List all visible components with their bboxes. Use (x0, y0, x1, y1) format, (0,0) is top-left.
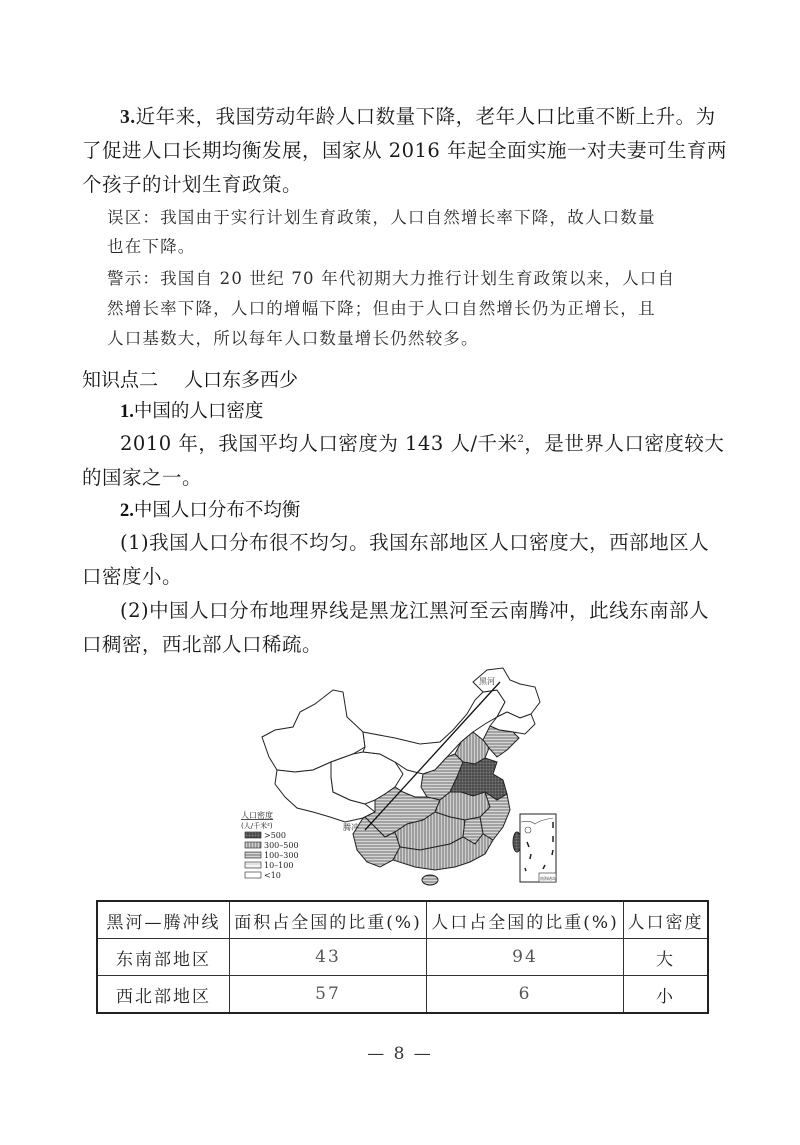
legend-swatch-horizontal (245, 852, 261, 858)
legend-label-1: >500 (264, 831, 286, 840)
knowledge-point-label: 知识点二 (82, 369, 159, 391)
table-header-cell: 黑河—腾冲线 (97, 901, 230, 939)
legend-label-3: 100–300 (264, 851, 299, 860)
sub1-heading (120, 400, 263, 424)
map-svg (235, 662, 565, 887)
inset-label: 南海诸岛 (540, 876, 556, 881)
table-cell: 东南部地区 (97, 939, 230, 976)
sub1-line-2: 的国家之一。 (82, 466, 203, 489)
table-cell: 57 (230, 976, 427, 1014)
table-header-cell: 人口密度 (624, 901, 709, 939)
legend-swatch-dense (245, 832, 261, 838)
label-tengchong: 腾冲 (343, 823, 359, 832)
section3-line-3: 个孩子的计划生育政策。 (82, 173, 303, 196)
table-cell: 大 (624, 939, 709, 976)
sub1-text-a: 2010 年，我国平均人口密度为 143 人/千米 (120, 432, 518, 455)
legend-swatch-blank (245, 872, 261, 878)
sub2-heading (120, 499, 300, 523)
legend-swatch-light (245, 862, 261, 868)
table-cell: 小 (624, 976, 709, 1014)
page-number: — 8 — (367, 1044, 433, 1064)
legend-label-2: 300–500 (264, 841, 299, 850)
misconception-line-1: 误区：我国由于实行计划生育政策，人口自然增长率下降，故人口数量 (107, 208, 656, 227)
region-hainan (422, 875, 438, 885)
map-legend (241, 810, 299, 880)
legend-swatch-vertical (245, 842, 261, 848)
knowledge-point-title: 人口东多西少 (184, 369, 299, 391)
sub1-text-b: ，是世界人口密度较大 (524, 432, 725, 455)
label-heihe: 黑河 (479, 677, 495, 686)
legend-title: 人口密度 (241, 811, 273, 820)
table-cell: 94 (427, 939, 624, 976)
table-header-row (97, 901, 708, 939)
table-cell: 西北部地区 (97, 976, 230, 1014)
table-header-cell: 面积占全国的比重(%) (230, 901, 427, 939)
sub1-title: 中国的人口密度 (133, 401, 264, 422)
table-cell: 6 (427, 976, 624, 1014)
warning-line-2: 然增长率下降，人口的增幅下降；但由于人口自然增长仍为正增长，且 (107, 299, 656, 318)
legend-label-5: <10 (264, 871, 281, 880)
table-header-cell: 人口占全国的比重(%) (427, 901, 624, 939)
south-china-sea-inset (520, 814, 556, 882)
knowledge-point-heading (82, 368, 298, 392)
sub2-title: 中国人口分布不均衡 (133, 500, 301, 521)
misconception-line-2: 也在下降。 (107, 237, 196, 256)
sub2-para2-line-2: 口稠密，西北部人口稀疏。 (82, 633, 323, 656)
warning-line-3: 人口基数大，所以每年人口数量增长仍然较多。 (107, 329, 479, 348)
heihe-tengchong-table (96, 900, 709, 1014)
warning-line-1: 警示：我国自 20 世纪 70 年代初期大力推行计划生育政策以来，人口自 (107, 269, 676, 288)
legend-label-4: 10–100 (264, 861, 294, 870)
sub2-para2-line-1: (2)中国人口分布地理界线是黑龙江黑河至云南腾冲，此线东南部人 (120, 599, 710, 622)
legend-unit: (人/千米²) (241, 822, 273, 830)
table-cell: 43 (230, 939, 427, 976)
superscript-2: 2 (517, 434, 525, 445)
sub1-line-1 (120, 432, 725, 456)
sub2-para1-line-2: 口密度小。 (82, 565, 183, 588)
section3-number: 3. (120, 107, 136, 128)
section3-line-2: 了促进人口长期均衡发展，国家从 2016 年起全面实施一对夫妻可生育两 (82, 139, 728, 162)
table-row (97, 939, 708, 976)
china-population-density-map (235, 662, 565, 887)
sub2-number: 2. (120, 501, 134, 521)
table-row (97, 976, 708, 1014)
sub2-para1-line-1: (1)我国人口分布很不均匀。我国东部地区人口密度大，西部地区人 (120, 531, 710, 554)
section3-line-1 (120, 105, 722, 130)
sub1-number: 1. (120, 402, 134, 422)
section3-text-1: 近年来，我国劳动年龄人口数量下降，老年人口比重不断上升。为 (135, 105, 716, 128)
